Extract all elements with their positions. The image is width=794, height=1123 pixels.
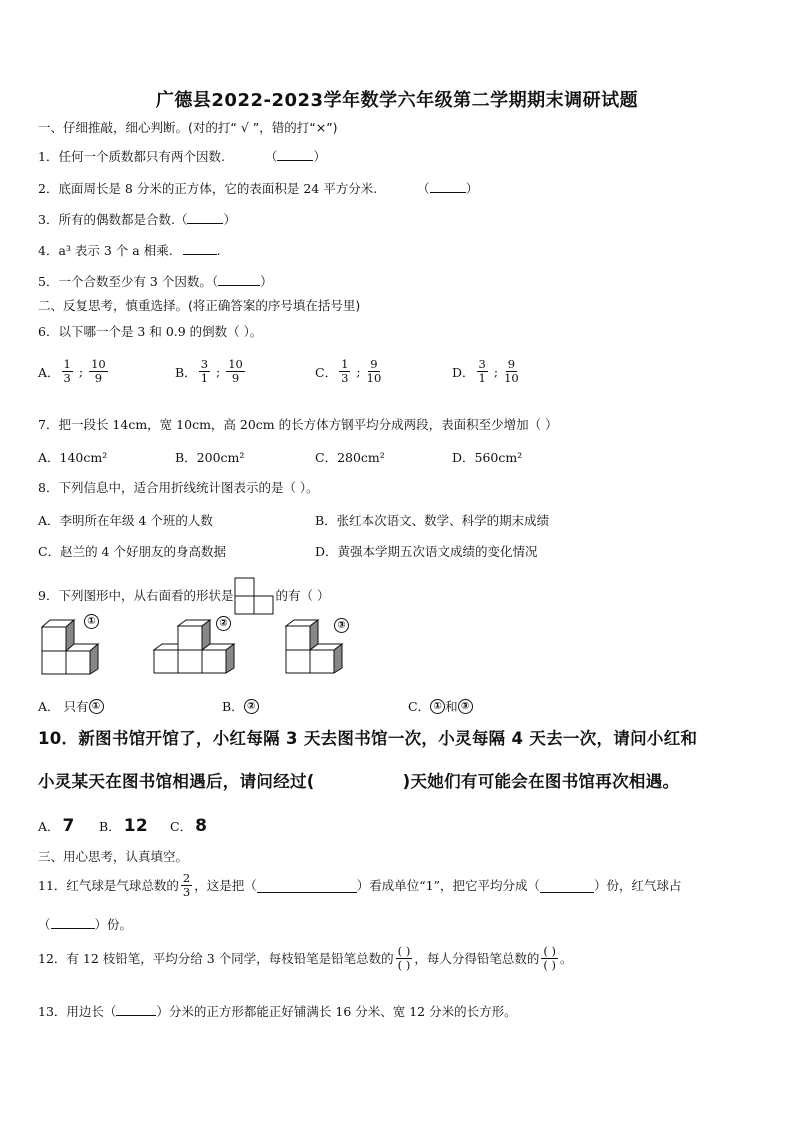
numerator: 1 (341, 357, 349, 371)
question-4 (38, 241, 221, 259)
fraction (199, 358, 210, 385)
option-label: A． 只有 (38, 699, 89, 714)
question-12-text-b: ，每人分得铅笔总数的 (414, 950, 540, 966)
answer-blank-q4[interactable] (183, 241, 217, 255)
section-2-heading: 二、反复思考，慎重选择。(将正确答案的序号填在括号里) (38, 298, 361, 313)
answer-fraction-q12-b[interactable] (541, 945, 558, 972)
figure-3-label: ③ (334, 618, 349, 633)
option-label: B． (222, 699, 244, 714)
figure-1 (40, 614, 120, 676)
question-11-text-e: （ (38, 917, 51, 932)
numerator: 2 (182, 871, 191, 885)
answer-paren-open: （ (264, 149, 278, 164)
q9-option-c[interactable] (408, 697, 473, 715)
answer-blank-q11-share[interactable] (51, 915, 95, 929)
question-9-end: 的有（ ） (275, 588, 330, 603)
numerator: 9 (370, 357, 378, 371)
fraction (62, 358, 73, 385)
right-view-shape-icon (234, 577, 274, 615)
option-label: D． (452, 364, 475, 380)
answer-blank-q13[interactable] (116, 1002, 156, 1016)
circled-number: ③ (458, 699, 473, 714)
answer-blank-q5[interactable] (218, 272, 260, 286)
question-12 (38, 945, 572, 972)
q6-option-c[interactable]: C． $\frac{1}{3}$ ; $\frac{9}{10}$ (315, 357, 382, 385)
question-2 (38, 179, 478, 197)
option-label: B． (99, 819, 121, 834)
question-4-text: 4．a³ 表示 3 个 a 相乘. (38, 243, 173, 258)
denominator: 1 (478, 371, 486, 385)
page-title: 广德县2022-2023学年数学六年级第二学期期末调研试题 (155, 90, 639, 111)
fraction (477, 358, 488, 385)
question-1-text: 1．任何一个质数都只有两个因数. (38, 149, 225, 164)
answer-fraction-q12-a[interactable] (396, 945, 413, 972)
q8-option-b[interactable]: B．张红本次语文、数学、科学的期末成绩 (315, 513, 550, 528)
q10-option-a[interactable] (38, 816, 75, 836)
question-1 (38, 147, 326, 165)
section-1-heading: 一、仔细推敲，细心判断。(对的打“ √ ”，错的打“×”) (38, 120, 338, 135)
numerator: 3 (478, 357, 486, 371)
option-connector: 和 (445, 699, 458, 714)
question-11-text-d: ）份，红气球占 (593, 877, 682, 893)
fraction (89, 358, 108, 385)
q7-option-b[interactable]: B．200cm² (175, 450, 245, 465)
answer-paren-open: （ (174, 212, 188, 227)
option-label: A． (38, 364, 60, 380)
denominator: 9 (231, 371, 240, 385)
numerator: ( ) (543, 944, 556, 958)
numerator: ( ) (397, 944, 411, 958)
q6-option-a[interactable]: A． $\frac{1}{3}$ ; $\frac{10}{9}$ (38, 357, 106, 385)
circled-number: ① (430, 699, 445, 714)
answer-blank-q1[interactable] (277, 147, 313, 161)
cube-stack-1-icon (40, 614, 120, 676)
answer-paren-close: ） (260, 274, 273, 289)
option-label: B． (175, 364, 197, 380)
question-7: 7．把一段长 14cm，宽 10cm，高 20cm 的长方体方钢平均分成两段，表面积至少增加（ ） (38, 417, 558, 432)
question-11-text: 11．红气球是气球总数的 (38, 877, 179, 893)
q10-option-c[interactable] (170, 816, 207, 836)
answer-blank-q3[interactable] (187, 210, 223, 224)
question-12-end: 。 (559, 950, 573, 966)
q9-option-b[interactable] (222, 697, 259, 715)
denominator: 9 (94, 371, 103, 385)
figure-2 (150, 614, 242, 674)
circled-number: ① (89, 699, 104, 714)
fraction (181, 872, 192, 899)
question-5 (38, 272, 273, 290)
circled-number: ② (244, 699, 259, 714)
question-13-text-b: ）分米的正方形都能正好铺满长 16 分米、宽 12 分米的长方形。 (156, 1004, 517, 1019)
denominator: 3 (63, 371, 71, 385)
q7-option-c[interactable]: C．280cm² (315, 450, 385, 465)
option-value: 7 (62, 816, 75, 836)
denominator: 3 (341, 371, 349, 385)
question-8: 8．下列信息中，适合用折线统计图表示的是（ ）。 (38, 480, 319, 495)
option-value: 8 (195, 816, 208, 836)
section-3-heading: 三、用心思考，认真填空。 (38, 849, 189, 864)
q6-option-d[interactable]: D． $\frac{3}{1}$ ; $\frac{9}{10}$ (452, 357, 519, 385)
figure-1-label: ① (84, 614, 99, 629)
fraction (226, 358, 245, 385)
question-3-text: 3．所有的偶数都是合数. (38, 212, 175, 227)
question-9 (38, 577, 329, 615)
answer-paren-close: ） (223, 212, 236, 227)
answer-paren-open: （ (417, 181, 430, 196)
answer-paren-close: ） (465, 181, 479, 196)
option-value: 12 (123, 816, 148, 836)
q8-option-d[interactable]: D．黄强本学期五次语文成绩的变化情况 (315, 544, 538, 559)
answer-blank-q2[interactable] (430, 179, 466, 193)
answer-paren-close: ） (313, 149, 326, 164)
question-4-end: . (216, 243, 221, 258)
question-11-text-f: ）份。 (94, 917, 133, 932)
q8-option-c[interactable]: C．赵兰的 4 个好朋友的身高数据 (38, 544, 226, 559)
q8-option-a[interactable]: A．李明所在年级 4 个班的人数 (38, 513, 213, 528)
numerator: 10 (91, 357, 106, 371)
q7-option-a[interactable]: A．140cm² (38, 450, 108, 465)
fraction (367, 358, 382, 385)
denominator: ( ) (543, 958, 556, 972)
numerator: 1 (63, 357, 71, 371)
denominator: ( ) (397, 958, 411, 972)
question-13-text: 13．用边长（ (38, 1004, 117, 1019)
question-13 (38, 1002, 517, 1020)
fraction (504, 358, 519, 385)
q6-option-b[interactable]: B． $\frac{3}{1}$ ; $\frac{10}{9}$ (175, 357, 243, 385)
cube-stack-3-icon (282, 614, 362, 674)
question-10-end: )天她们有可能会在图书馆再次相遇。 (402, 772, 680, 791)
denominator: 10 (366, 371, 382, 385)
denominator: 1 (200, 371, 209, 385)
question-6: 6．以下哪一个是 3 和 0.9 的倒数（ ）。 (38, 324, 263, 339)
fraction (339, 358, 350, 385)
numerator: 3 (200, 357, 209, 371)
option-label: C． (315, 364, 338, 380)
q7-option-d[interactable]: D．560cm² (452, 450, 523, 465)
question-10-text: 小灵某天在图书馆相遇后，请问经过( (38, 772, 315, 791)
question-10-line-2 (38, 774, 679, 790)
denominator: 3 (182, 885, 191, 899)
numerator: 9 (507, 357, 516, 371)
question-5-text: 5．一个合数至少有 3 个因数。 (38, 274, 212, 289)
question-2-text: 2．底面周长是 8 分米的正方体，它的表面积是 24 平方分米. (38, 181, 378, 196)
q10-option-b[interactable] (99, 816, 148, 836)
question-9-text: 9．下列图形中，从右面看的形状是 (38, 588, 234, 603)
question-11-text-c: ）看成单位“1”，把它平均分成（ (356, 877, 540, 893)
question-11-line-2 (38, 915, 132, 933)
option-label: A． (38, 819, 60, 834)
question-10-line-1: 10．新图书馆开馆了，小红每隔 3 天去图书馆一次，小灵每隔 4 天去一次，请问小红和 (38, 729, 698, 748)
answer-blank-q11-parts[interactable] (540, 879, 594, 893)
option-label: C． (408, 699, 431, 714)
option-label: C． (170, 819, 193, 834)
numerator: 10 (228, 357, 243, 371)
question-11-line-1 (38, 872, 682, 899)
answer-paren-open: （ (211, 274, 219, 289)
figure-2-label: ② (216, 616, 231, 631)
denominator: 10 (504, 371, 519, 385)
answer-blank-q11-unit[interactable] (257, 879, 357, 893)
question-11-text-b: ，这是把（ (194, 877, 257, 893)
q9-option-a[interactable] (38, 697, 104, 715)
question-12-text: 12．有 12 枝铅笔，平均分给 3 个同学，每枝铅笔是铅笔总数的 (38, 950, 394, 966)
figure-3 (282, 614, 362, 674)
question-3 (38, 210, 236, 228)
